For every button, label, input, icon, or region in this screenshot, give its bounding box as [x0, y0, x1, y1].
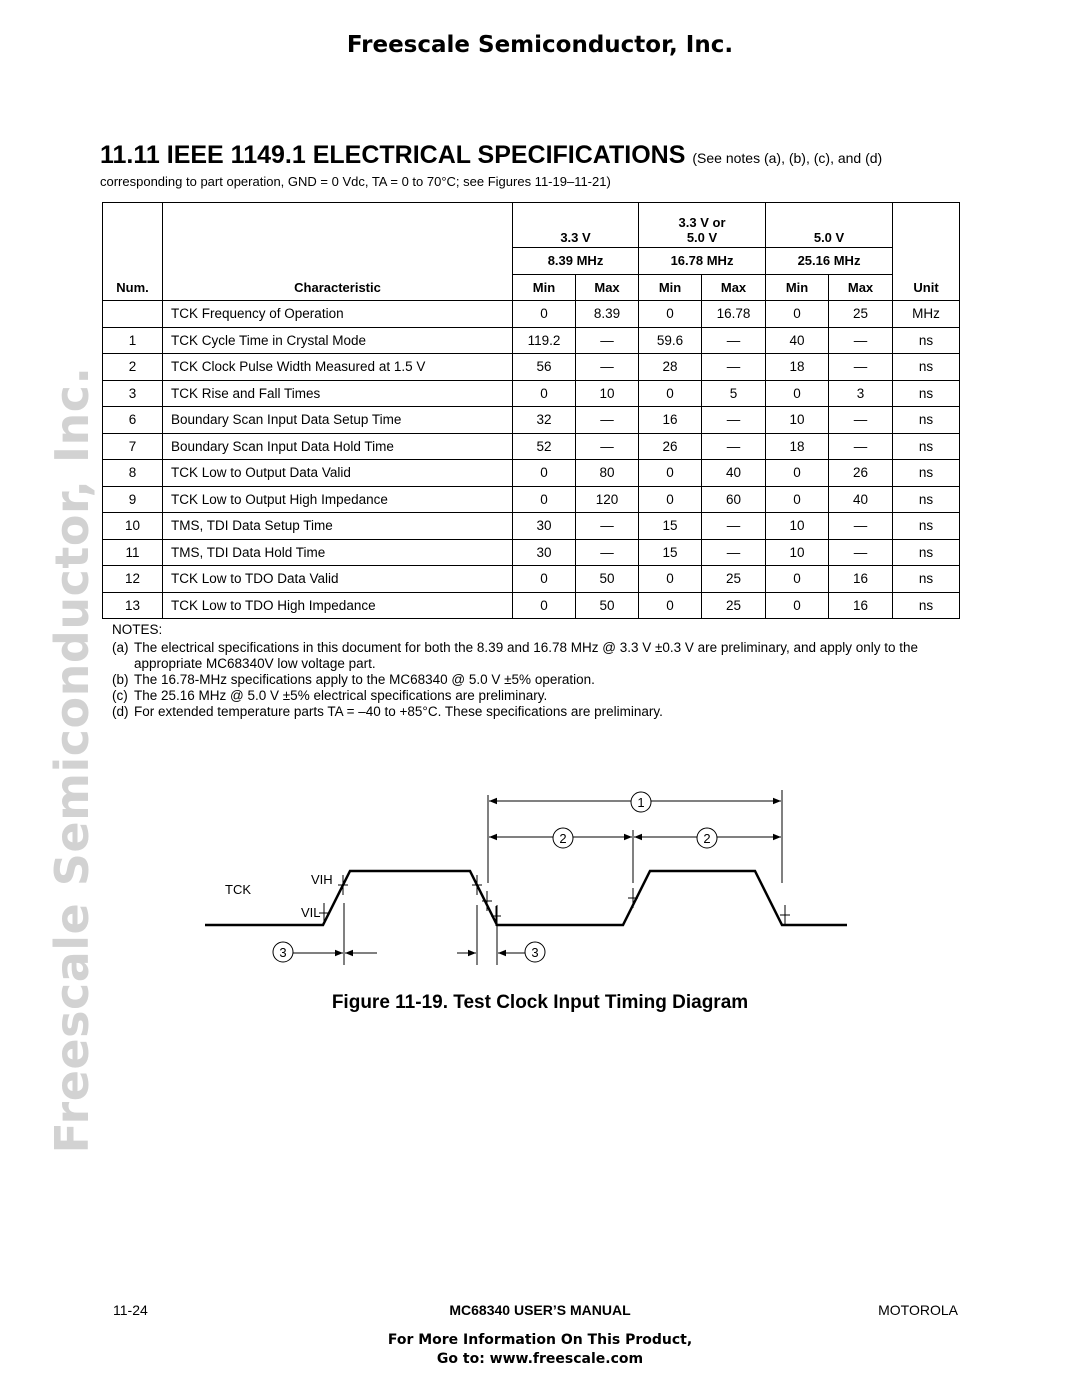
marker-label: 3 [531, 945, 539, 960]
row-value-cell: 60 [702, 486, 766, 513]
row-value-cell: 10 [766, 539, 829, 566]
row-value-cell: 52 [513, 433, 576, 460]
marker-label: 2 [703, 831, 711, 846]
see-notes: (See notes (a), (b), (c), and (d) [692, 150, 883, 166]
row-characteristic-cell: TCK Low to TDO Data Valid [163, 566, 513, 593]
row-value-cell: 0 [639, 380, 702, 407]
marker-circle-2b [697, 828, 717, 848]
row-value-cell: 25 [702, 566, 766, 593]
watermark-text: Freescale Semiconductor, Inc. [45, 366, 99, 1154]
row-characteristic-cell: Boundary Scan Input Data Hold Time [163, 433, 513, 460]
note-text: The electrical specifications in this document for both the 8.39 and 16.78 MHz @ 3.3 V ±0.3 V are preliminary, and apply only to the appropriate MC68340V low voltage part. [134, 640, 919, 671]
header-min: Min [766, 274, 829, 301]
vil-label: VIL [301, 905, 321, 920]
row-value-cell: 0 [639, 566, 702, 593]
row-unit-cell: ns [893, 486, 960, 513]
row-num-cell [103, 301, 163, 328]
header-row-voltage [103, 203, 960, 248]
marker-circle-3b [525, 942, 545, 962]
row-characteristic-cell: TMS, TDI Data Setup Time [163, 513, 513, 540]
note-text: The 16.78-MHz specifications apply to the MC68340 @ 5.0 V ±5% operation. [134, 672, 595, 687]
row-value-cell: 59.6 [639, 327, 702, 354]
row-value-cell: — [829, 433, 893, 460]
table-row [103, 354, 960, 381]
header-blank [893, 203, 960, 275]
note-text: The 25.16 MHz @ 5.0 V ±5% electrical specifications are preliminary. [134, 688, 548, 703]
row-value-cell: 16 [639, 407, 702, 434]
note-item [112, 672, 952, 688]
row-value-cell: — [829, 539, 893, 566]
table-row [103, 433, 960, 460]
row-value-cell: 18 [766, 433, 829, 460]
row-num-cell: 2 [103, 354, 163, 381]
header-freq-1: 8.39 MHz [513, 248, 639, 275]
row-value-cell: — [829, 354, 893, 381]
row-value-cell: — [576, 407, 639, 434]
row-num-cell: 12 [103, 566, 163, 593]
row-unit-cell: ns [893, 380, 960, 407]
row-value-cell: — [702, 354, 766, 381]
row-characteristic-cell: TCK Low to TDO High Impedance [163, 592, 513, 619]
voltage-line2: 5.0 V [813, 230, 845, 245]
header-blank [103, 203, 163, 275]
row-value-cell: 40 [766, 327, 829, 354]
row-value-cell: 18 [766, 354, 829, 381]
header-voltage-group-2 [639, 203, 766, 248]
notes [112, 622, 952, 720]
row-value-cell: 10 [766, 513, 829, 540]
dimension-arrows [285, 801, 781, 953]
header-max: Max [829, 274, 893, 301]
header-voltage-group-1 [513, 203, 639, 248]
row-unit-cell: ns [893, 354, 960, 381]
marker-label: 1 [637, 795, 645, 810]
marker-circle-3a [273, 942, 293, 962]
note-text: For extended temperature parts TA = –40 to +85°C. These specifications are preliminary. [134, 704, 663, 719]
note-item [112, 704, 952, 720]
row-value-cell: 26 [829, 460, 893, 487]
row-value-cell: — [702, 539, 766, 566]
row-value-cell: 10 [766, 407, 829, 434]
row-value-cell: 10 [576, 380, 639, 407]
marker-label: 2 [559, 831, 567, 846]
row-value-cell: 0 [766, 486, 829, 513]
voltage-line1: 3.3 V or [678, 215, 726, 230]
row-value-cell: 25 [702, 592, 766, 619]
row-value-cell: 0 [766, 460, 829, 487]
row-value-cell: 0 [639, 486, 702, 513]
marker-circles [273, 792, 717, 962]
row-value-cell: — [829, 327, 893, 354]
row-value-cell: 8.39 [576, 301, 639, 328]
row-value-cell: 30 [513, 513, 576, 540]
row-value-cell: 3 [829, 380, 893, 407]
row-unit-cell: MHz [893, 301, 960, 328]
header-unit: Unit [893, 274, 960, 301]
row-num-cell: 11 [103, 539, 163, 566]
row-unit-cell: ns [893, 327, 960, 354]
row-unit-cell: ns [893, 539, 960, 566]
row-characteristic-cell: TCK Low to Output Data Valid [163, 460, 513, 487]
row-value-cell: 16 [829, 566, 893, 593]
note-label: (c) [112, 688, 128, 703]
notes-heading: NOTES: [112, 622, 163, 637]
spec-table [102, 202, 960, 619]
table-row [103, 327, 960, 354]
note-item [112, 688, 952, 704]
row-value-cell: 0 [513, 301, 576, 328]
row-value-cell: 0 [639, 460, 702, 487]
table-row [103, 407, 960, 434]
footer-manual-title: MC68340 USER’S MANUAL [449, 1302, 631, 1318]
row-unit-cell: ns [893, 407, 960, 434]
row-num-cell: 1 [103, 327, 163, 354]
header-freq-2: 16.78 MHz [639, 248, 766, 275]
header-num: Num. [103, 274, 163, 301]
row-num-cell: 10 [103, 513, 163, 540]
row-value-cell: 30 [513, 539, 576, 566]
table-row [103, 460, 960, 487]
row-value-cell: — [829, 407, 893, 434]
row-value-cell: — [576, 354, 639, 381]
section-title [100, 141, 882, 170]
footer-more-info [0, 1331, 1080, 1369]
row-num-cell: 8 [103, 460, 163, 487]
header-blank [163, 203, 513, 275]
timing-diagram [205, 785, 865, 975]
row-num-cell: 3 [103, 380, 163, 407]
row-value-cell: 119.2 [513, 327, 576, 354]
row-value-cell: 0 [639, 301, 702, 328]
row-value-cell: 80 [576, 460, 639, 487]
table-row [103, 592, 960, 619]
row-value-cell: — [702, 327, 766, 354]
row-characteristic-cell: TCK Low to Output High Impedance [163, 486, 513, 513]
row-characteristic-cell: TCK Cycle Time in Crystal Mode [163, 327, 513, 354]
row-value-cell: 5 [702, 380, 766, 407]
row-value-cell: — [576, 327, 639, 354]
row-value-cell: 0 [766, 566, 829, 593]
row-characteristic-cell: TCK Clock Pulse Width Measured at 1.5 V [163, 354, 513, 381]
row-value-cell: — [702, 407, 766, 434]
marker-circle-2a [553, 828, 573, 848]
row-value-cell: — [702, 433, 766, 460]
row-value-cell: 0 [766, 301, 829, 328]
table-row [103, 513, 960, 540]
row-value-cell: 28 [639, 354, 702, 381]
table-row [103, 301, 960, 328]
row-value-cell: 0 [513, 460, 576, 487]
row-unit-cell: ns [893, 433, 960, 460]
header-max: Max [576, 274, 639, 301]
table-row [103, 539, 960, 566]
row-value-cell: 40 [829, 486, 893, 513]
row-num-cell: 13 [103, 592, 163, 619]
row-value-cell: — [829, 513, 893, 540]
row-value-cell: — [702, 513, 766, 540]
row-value-cell: 40 [702, 460, 766, 487]
header-max: Max [702, 274, 766, 301]
row-characteristic-cell: Boundary Scan Input Data Setup Time [163, 407, 513, 434]
row-value-cell: 0 [639, 592, 702, 619]
row-unit-cell: ns [893, 460, 960, 487]
row-value-cell: — [576, 433, 639, 460]
table-row [103, 486, 960, 513]
note-label: (b) [112, 672, 129, 687]
row-num-cell: 6 [103, 407, 163, 434]
header-freq-3: 25.16 MHz [766, 248, 893, 275]
marker-circle-1 [631, 792, 651, 812]
row-value-cell: 15 [639, 513, 702, 540]
row-num-cell: 9 [103, 486, 163, 513]
header-min: Min [639, 274, 702, 301]
row-value-cell: 0 [766, 380, 829, 407]
table-row [103, 380, 960, 407]
row-characteristic-cell: TMS, TDI Data Hold Time [163, 539, 513, 566]
row-value-cell: — [576, 513, 639, 540]
section-subtitle: corresponding to part operation, GND = 0 Vdc, TA = 0 to 70°C; see Figures 11-19–11-21) [100, 174, 611, 189]
header-company: Freescale Semiconductor, Inc. [346, 32, 734, 58]
row-value-cell: 0 [513, 592, 576, 619]
row-value-cell: 0 [766, 592, 829, 619]
figure-caption: Figure 11-19. Test Clock Input Timing Diagram [331, 992, 749, 1013]
row-value-cell: 16.78 [702, 301, 766, 328]
row-characteristic-cell: TCK Frequency of Operation [163, 301, 513, 328]
row-num-cell: 7 [103, 433, 163, 460]
reference-lines [344, 790, 782, 965]
spec-table-body [103, 301, 960, 619]
row-value-cell: 32 [513, 407, 576, 434]
row-value-cell: — [576, 539, 639, 566]
header-min: Min [513, 274, 576, 301]
footer-more-info-line: For More Information On This Product, [387, 1332, 693, 1348]
row-unit-cell: ns [893, 592, 960, 619]
row-value-cell: 15 [639, 539, 702, 566]
header-voltage-group-3 [766, 203, 893, 248]
row-value-cell: 0 [513, 486, 576, 513]
voltage-line2: 3.3 V [560, 230, 591, 245]
row-value-cell: 0 [513, 380, 576, 407]
voltage-line2: 5.0 V [686, 230, 718, 245]
section-title-text: 11.11 IEEE 1149.1 ELECTRICAL SPECIFICATIONS [100, 141, 686, 169]
row-characteristic-cell: TCK Rise and Fall Times [163, 380, 513, 407]
row-unit-cell: ns [893, 513, 960, 540]
row-value-cell: 26 [639, 433, 702, 460]
footer-goto-link[interactable]: Go to: www.freescale.com [436, 1351, 644, 1367]
row-value-cell: 16 [829, 592, 893, 619]
header-row-labels [103, 274, 960, 301]
row-unit-cell: ns [893, 566, 960, 593]
row-value-cell: 0 [513, 566, 576, 593]
footer-page-number: 11-24 [113, 1302, 148, 1318]
row-value-cell: 50 [576, 566, 639, 593]
row-value-cell: 25 [829, 301, 893, 328]
footer-brand: MOTOROLA [878, 1302, 958, 1318]
row-value-cell: 120 [576, 486, 639, 513]
row-value-cell: 50 [576, 592, 639, 619]
vih-label: VIH [311, 872, 333, 887]
threshold-ticks [319, 875, 790, 926]
header-characteristic: Characteristic [163, 274, 513, 301]
signal-label-tck: TCK [225, 882, 251, 897]
note-label: (d) [112, 704, 129, 719]
marker-label: 3 [279, 945, 287, 960]
note-item [112, 640, 952, 672]
row-value-cell: 56 [513, 354, 576, 381]
table-row [103, 566, 960, 593]
note-label: (a) [112, 640, 129, 655]
